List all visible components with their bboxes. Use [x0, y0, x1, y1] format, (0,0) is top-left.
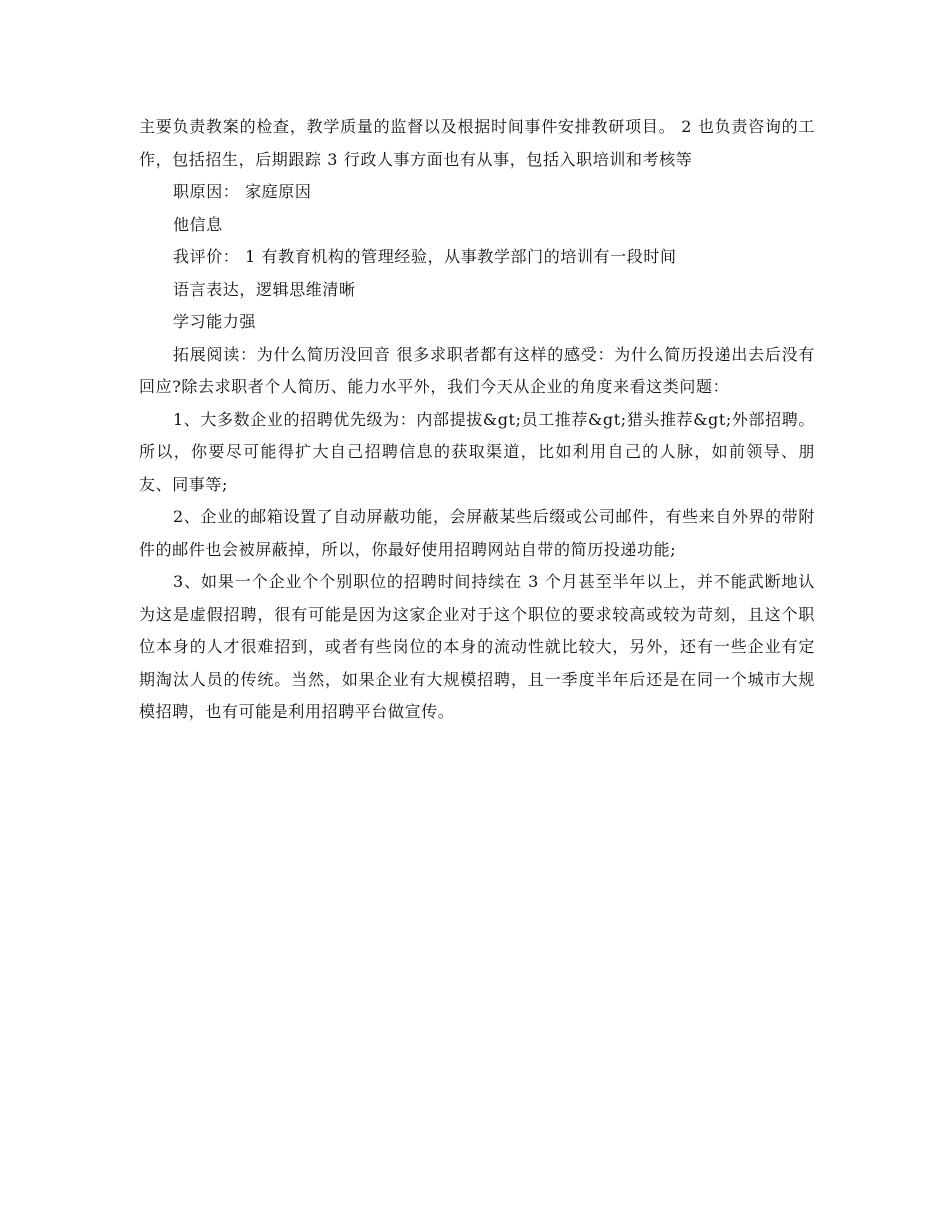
document-body [139, 111, 815, 729]
paragraph-other-info: 他信息 [173, 214, 223, 234]
paragraph-self-evaluation: 我评价： 1 有教育机构的管理经验，从事教学部门的培训有一段时间 [173, 247, 677, 266]
paragraph-extended-reading: 拓展阅读：为什么简历没回音 很多求职者都有这样的感受：为什么简历投递出去后没有回应?除去求职者个人简历、能力水平外，我们今天从企业的角度来看这类问题： [139, 344, 815, 396]
paragraph-learning: 学习能力强 [173, 312, 257, 331]
paragraph-point-1: 1、大多数企业的招聘优先级为：内部提拔&gt;员工推荐&gt;猎头推荐&gt;外部招聘。所以，你要尽可能得扩大自己招聘信息的获取渠道，比如利用自己的人脉，如前领导、朋友、同事等; [139, 409, 815, 494]
paragraph-job-duties: 主要负责教案的检查，教学质量的监督以及根据时间事件安排教研项目。 2 也负责咨询的工作，包括招生，后期跟踪 3 行政人事方面也有从事，包括入职培训和考核等 [139, 117, 815, 169]
paragraph-point-3: 3、如果一个企业个个别职位的招聘时间持续在 3 个月甚至半年以上，并不能武断地认为这是虚假招聘，很有可能是因为这家企业对于这个职位的要求较高或较为苛刻，且这个职位本身的人才很难招到，或者有些岗位的本身的流动性就比较大，另外，还有一些企业有定期淘汰人员的传统。当然，如果企业有大规模招聘，且一季度半年后还是在同一个城市大规模招聘，也有可能是利用招聘平台做宣传。 [139, 572, 815, 721]
paragraph-point-2: 2、企业的邮箱设置了自动屏蔽功能，会屏蔽某些后缀或公司邮件，有些来自外界的带附件的邮件也会被屏蔽掉，所以，你最好使用招聘网站自带的简历投递功能; [139, 507, 815, 559]
paragraph-leave-reason: 职原因： 家庭原因 [173, 182, 312, 201]
paragraph-expression: 语言表达，逻辑思维清晰 [173, 279, 356, 299]
